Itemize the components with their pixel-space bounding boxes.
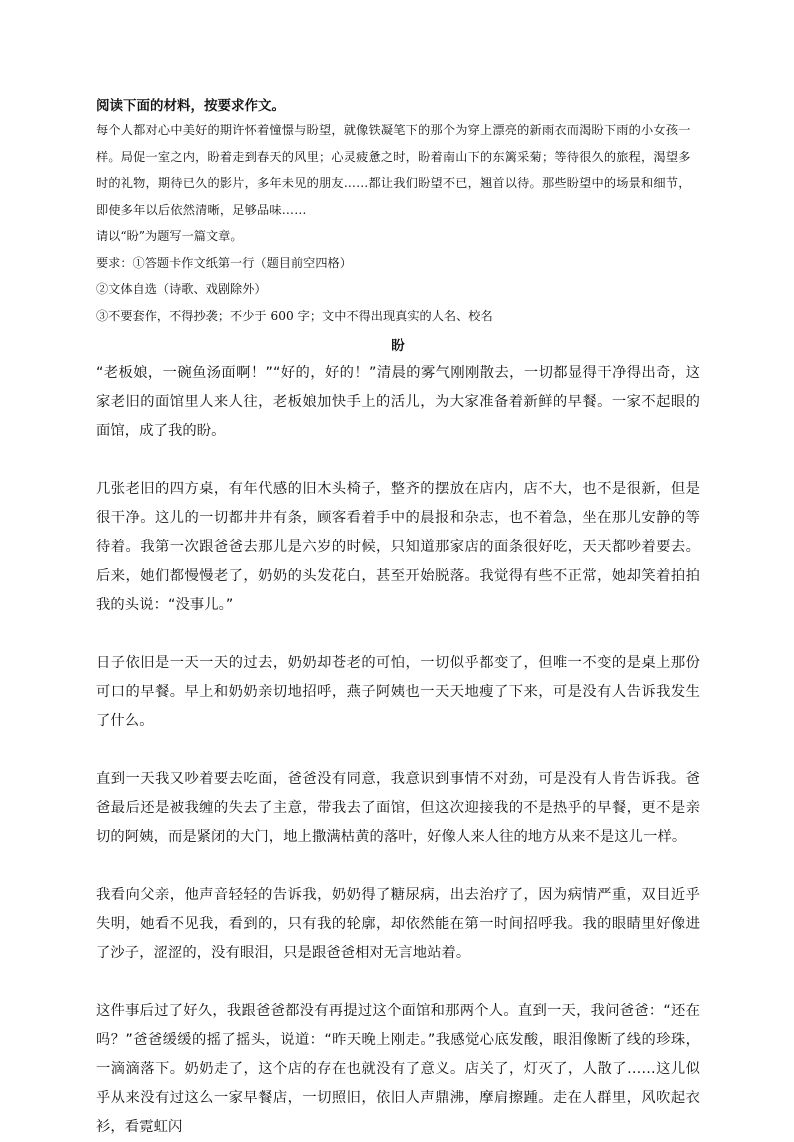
- requirement-1: 要求：①答题卡作文纸第一行（题目前空四格）: [96, 255, 352, 270]
- document-page: [96, 95, 700, 1142]
- requirement-3: ③不要套作，不得抄袭；不少于 600 字；文中不得出现真实的人名、校名: [96, 308, 493, 323]
- essay-title: 盼: [391, 338, 405, 354]
- essay-paragraph: “老板娘，一碗鱼汤面啊！”“好的，好的！”清晨的雾气刚刚散去，一切都显得干净得出奇，这家老旧的面馆里人来人往，老板娘加快手上的活儿，为大家准备着新鲜的早餐。一家不起眼的面馆，成了我的盼。: [96, 365, 700, 439]
- essay-paragraph: 日子依旧是一天一天的过去，奶奶却苍老的可怕，一切似乎都变了，但唯一不变的是桌上那份可口的早餐。早上和奶奶亲切地招呼，燕子阿姨也一天天地瘦了下来，可是没有人告诉我发生了什么。: [96, 655, 700, 729]
- essay-paragraph: 这件事后过了好久，我跟爸爸都没有再提过这个面馆和那两个人。直到一天，我问爸爸：“还在吗？”爸爸缓缓的摇了摇头，说道：“昨天晚上刚走。”我感觉心底发酸，眼泪像断了线的珍珠，一滴滴落下。奶奶走了，这个店的存在也就没有了意义。店关了，灯灭了，人散了……这儿似乎从来没有过这么一家早餐店，一切照旧，依旧人声鼎沸，摩肩擦踵。走在人群里，风吹起衣衫，看霓虹闪: [96, 1003, 700, 1135]
- essay-paragraph: 直到一天我又吵着要去吃面，爸爸没有同意，我意识到事情不对劲，可是没有人肯告诉我。爸爸最后还是被我缠的失去了主意，带我去了面馆，但这次迎接我的不是热乎的早餐，更不是亲切的阿姨，而是紧闭的大门，地上撒满枯黄的落叶，好像人来人往的地方从来不是这儿一样。: [96, 771, 700, 845]
- instruction-heading: 阅读下面的材料，按要求作文。: [96, 98, 285, 114]
- prompt-task: 请以“盼”为题写一篇文章。: [96, 229, 243, 243]
- essay-paragraph: 几张老旧的四方桌，有年代感的旧木头椅子，整齐的摆放在店内，店不大，也不是很新，但是很干净。这儿的一切都井井有条，顾客看着手中的晨报和杂志，也不着急，坐在那儿安静的等待着。我第一次跟爸爸去那儿是六岁的时候，只知道那家店的面条很好吃，天天都吵着要去。后来，她们都慢慢老了，奶奶的头发花白，甚至开始脱落。我觉得有些不正常，她却笑着拍拍我的头说：“没事儿。”: [96, 481, 700, 613]
- prompt-material: 每个人都对心中美好的期许怀着憧憬与盼望，就像铁凝笔下的那个为穿上漂亮的新雨衣而渴盼下雨的小女孩一样。局促一室之内，盼着走到春天的风里；心灵疲惫之时，盼着南山下的东篱采菊；等待很久的旅程，渴望多时的礼物，期待已久的影片，多年未见的朋友……都让我们盼望不已，翘首以待。那些盼望中的场景和细节，即使多年以后依然清晰，足够品味……: [96, 123, 691, 217]
- essay-paragraph: 我看向父亲，他声音轻轻的告诉我，奶奶得了糖尿病，出去治疗了，因为病情严重，双目近乎失明，她看不见我，看到的，只有我的轮廓，却依然能在第一时间招呼我。我的眼睛里好像进了沙子，涩涩的，没有眼泪，只是跟爸爸相对无言地站着。: [96, 887, 700, 961]
- essay-body: [96, 359, 700, 1142]
- requirement-2: ②文体自选（诗歌、戏剧除外）: [96, 282, 267, 296]
